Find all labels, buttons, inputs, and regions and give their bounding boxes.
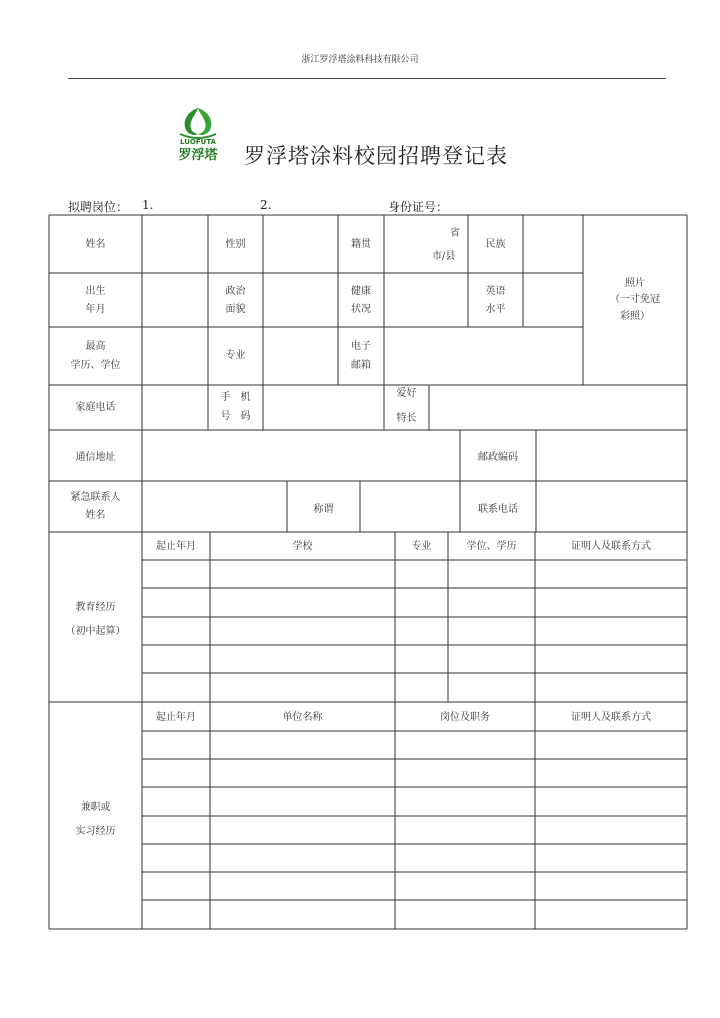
postcode-field[interactable] bbox=[537, 431, 686, 480]
gender-field[interactable] bbox=[264, 216, 337, 272]
education-label-2: （初中起算） bbox=[65, 626, 126, 637]
edu-header-degree: 学位、学历 bbox=[466, 541, 517, 552]
english-label-2: 水平 bbox=[485, 304, 506, 315]
form-title: 罗浮塔涂料校园招聘登记表 bbox=[244, 144, 508, 168]
edu-header-period: 起止年月 bbox=[156, 541, 196, 552]
degree-label-1: 最高 bbox=[85, 341, 106, 352]
contact-phone-field[interactable] bbox=[537, 482, 686, 531]
svg-text:LUOFUTA: LUOFUTA bbox=[180, 138, 216, 146]
native-place-label: 籍贯 bbox=[351, 239, 371, 250]
mobile-label-1: 手 机 bbox=[220, 392, 251, 403]
health-label-2: 状况 bbox=[351, 304, 371, 315]
hobby-label-1: 爱好 bbox=[396, 388, 417, 399]
mobile-field[interactable] bbox=[264, 386, 383, 429]
work-label-2: 实习经历 bbox=[75, 826, 116, 837]
edu-header-major: 专业 bbox=[411, 541, 432, 552]
address-label: 通信地址 bbox=[75, 452, 116, 463]
work-label-1: 兼职或 bbox=[80, 802, 111, 813]
city-label: 市/县 bbox=[432, 251, 456, 262]
photo-label-1: 照片 bbox=[625, 278, 645, 289]
edu-header-school: 学校 bbox=[292, 541, 313, 552]
post-option-1[interactable]: 1. bbox=[142, 198, 154, 212]
emergency-label-2: 姓名 bbox=[85, 510, 106, 521]
health-label-1: 健康 bbox=[351, 286, 371, 297]
province-label: 省 bbox=[450, 228, 460, 239]
education-label-1: 教育经历 bbox=[75, 602, 116, 613]
postcode-label: 邮政编码 bbox=[478, 452, 518, 463]
political-label-1: 政治 bbox=[225, 286, 246, 297]
home-phone-label: 家庭电话 bbox=[75, 402, 116, 413]
email-label-1: 电子 bbox=[351, 341, 371, 352]
relation-label: 称谓 bbox=[313, 504, 334, 515]
svg-text:罗浮塔: 罗浮塔 bbox=[178, 148, 218, 162]
photo-label-3: 彩照） bbox=[620, 311, 650, 322]
contact-phone-label: 联系电话 bbox=[478, 504, 518, 515]
gender-label: 性别 bbox=[225, 239, 246, 250]
edu-header-reference: 证明人及联系方式 bbox=[571, 541, 651, 552]
work-header-reference: 证明人及联系方式 bbox=[571, 712, 651, 723]
relation-field[interactable] bbox=[361, 482, 459, 531]
id-number-label: 身份证号： bbox=[388, 200, 449, 214]
work-header-position: 岗位及职务 bbox=[440, 712, 490, 723]
email-field[interactable] bbox=[385, 328, 582, 384]
post-label: 拟聘岗位： bbox=[68, 200, 129, 214]
major-label: 专业 bbox=[225, 350, 246, 361]
birth-label-1: 出生 bbox=[85, 286, 106, 297]
post-option-2[interactable]: 2. bbox=[260, 198, 272, 212]
mobile-label-2: 号 码 bbox=[220, 411, 251, 422]
emergency-label-1: 紧急联系人 bbox=[70, 492, 121, 503]
name-label: 姓名 bbox=[85, 239, 106, 250]
birth-label-2: 年月 bbox=[85, 304, 106, 315]
ethnic-field[interactable] bbox=[524, 216, 582, 272]
work-header-company: 单位名称 bbox=[282, 712, 323, 723]
emergency-name-field[interactable] bbox=[143, 482, 286, 531]
ethnic-label: 民族 bbox=[485, 239, 506, 250]
degree-label-2: 学历、学位 bbox=[70, 360, 121, 371]
english-label-1: 英语 bbox=[485, 286, 506, 297]
political-label-2: 面貌 bbox=[225, 304, 246, 315]
company-name: 浙江罗浮塔涂料科技有限公司 bbox=[301, 55, 419, 65]
photo-label-2: （一寸免冠 bbox=[610, 294, 660, 305]
work-header-period: 起止年月 bbox=[156, 712, 196, 723]
birth-field[interactable] bbox=[143, 274, 207, 326]
name-field[interactable] bbox=[143, 216, 207, 272]
address-field[interactable] bbox=[143, 431, 459, 480]
hobby-field[interactable] bbox=[430, 386, 686, 429]
email-label-2: 邮箱 bbox=[351, 360, 371, 371]
hobby-label-2: 特长 bbox=[396, 413, 417, 424]
